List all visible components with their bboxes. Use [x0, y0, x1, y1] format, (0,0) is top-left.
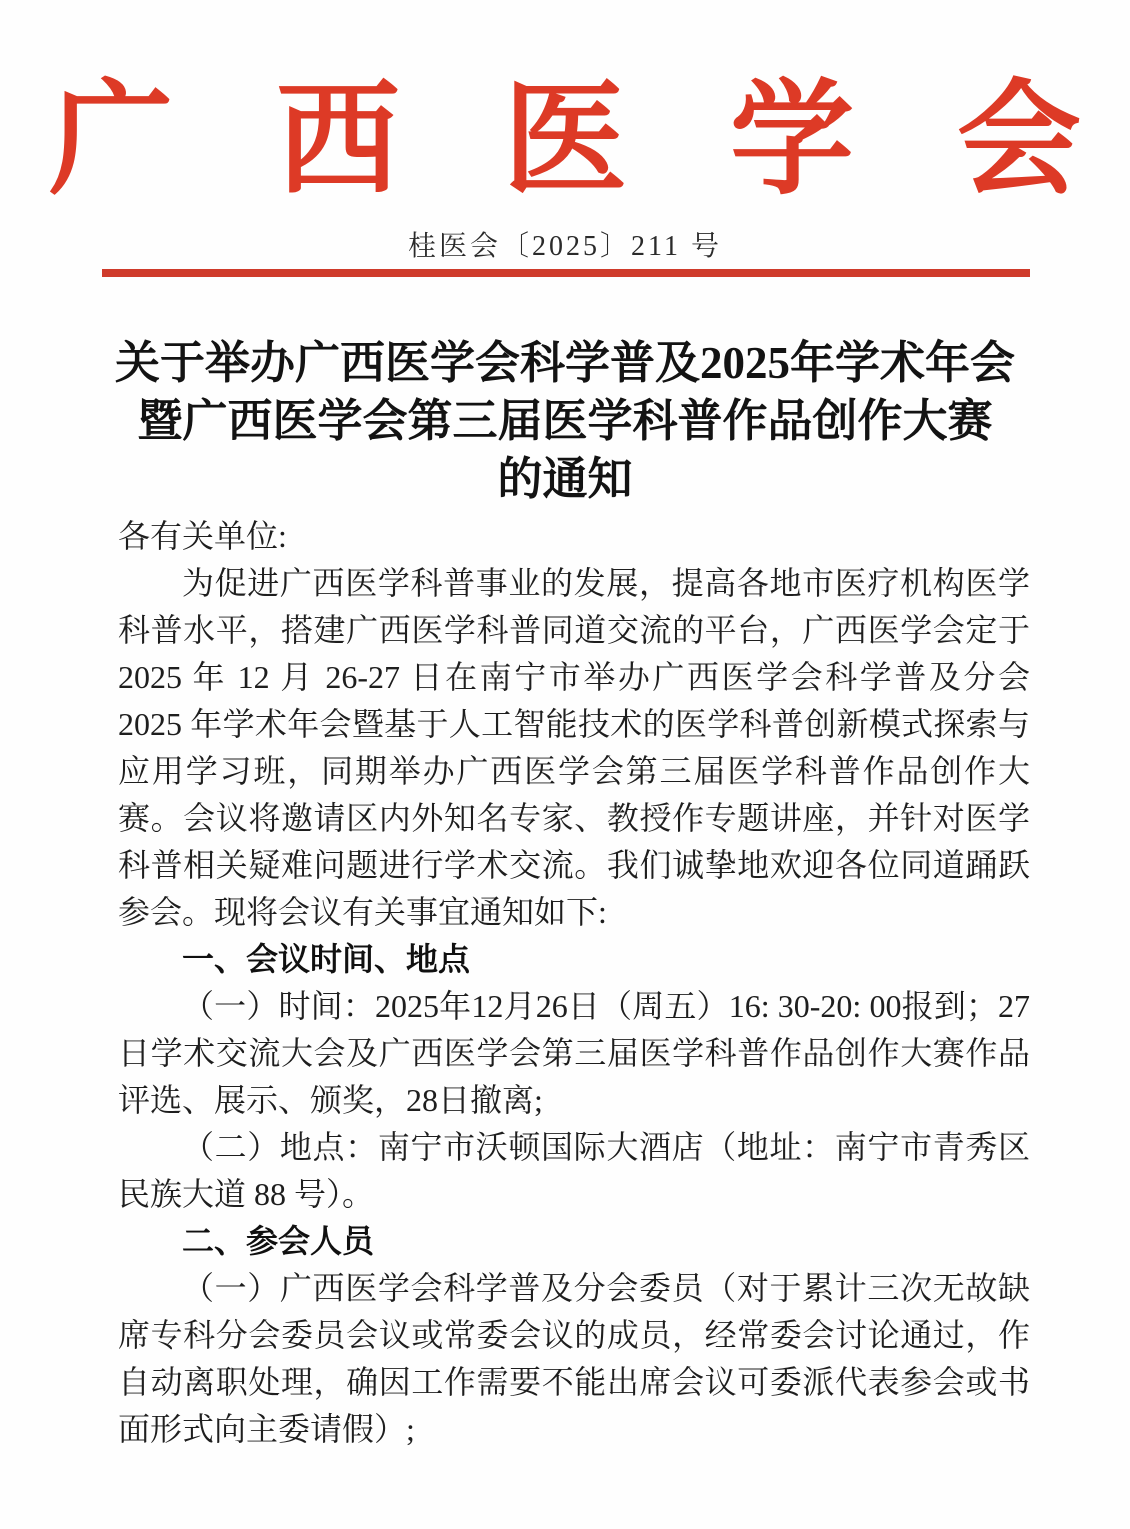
notice-title-line1: 关于举办广西医学会科学普及2025年学术年会: [114, 338, 1015, 388]
salutation: 各有关单位:: [118, 518, 287, 554]
issuing-org-title: 广 西 医 学 会: [48, 72, 1117, 209]
notice-title-line2: 暨广西医学会第三届医学科普作品创作大赛: [137, 396, 993, 446]
document-page: [0, 66, 1130, 1529]
intro-paragraph: 为促进广西医学科普事业的发展，提高各地市医疗机构医学科普水平，搭建广西医学科普同道交流的平台，广西医学会定于 2025 年 12 月 26-27 日在南宁市举办广西医学会科学普及分会 2025 年学术年会暨基于人工智能技术的医学科普创新模式探索与应用学习班，同期举办广西医学会第三届医学科普作品创作大赛。会议将邀请区内外知名专家、教授作专题讲座，并针对医学科普相关疑难问题进行学术交流。我们诚挚地欢迎各位同道踊跃参会。现将会议有关事宜通知如下:: [118, 565, 1030, 930]
section1-item-location: （二）地点：南宁市沃顿国际大酒店（地址：南宁市青秀区民族大道 88 号）。: [118, 1129, 1030, 1212]
notice-body: [118, 513, 1030, 1453]
section2-item-attendees: （一）广西医学会科学普及分会委员（对于累计三次无故缺席专科分会委员会议或常委会议的成员，经常委会讨论通过，作自动离职处理，确因工作需要不能出席会议可委派代表参会或书面形式向主委请假）;: [118, 1270, 1030, 1447]
notice-title-line3: 的通知: [497, 454, 633, 504]
section1-heading: 一、会议时间、地点: [182, 941, 471, 977]
red-divider-rule: [102, 269, 1030, 277]
notice-title: [0, 334, 1130, 508]
document-number: 桂医会〔2025〕211 号: [408, 231, 722, 262]
section1-item-time: （一）时间：2025年12月26日（周五）16: 30-20: 00报到；27日学术交流大会及广西医学会第三届医学科普作品创作大赛作品评选、展示、颁奖，28日撤离;: [118, 988, 1030, 1118]
section2-heading: 二、参会人员: [182, 1223, 375, 1259]
